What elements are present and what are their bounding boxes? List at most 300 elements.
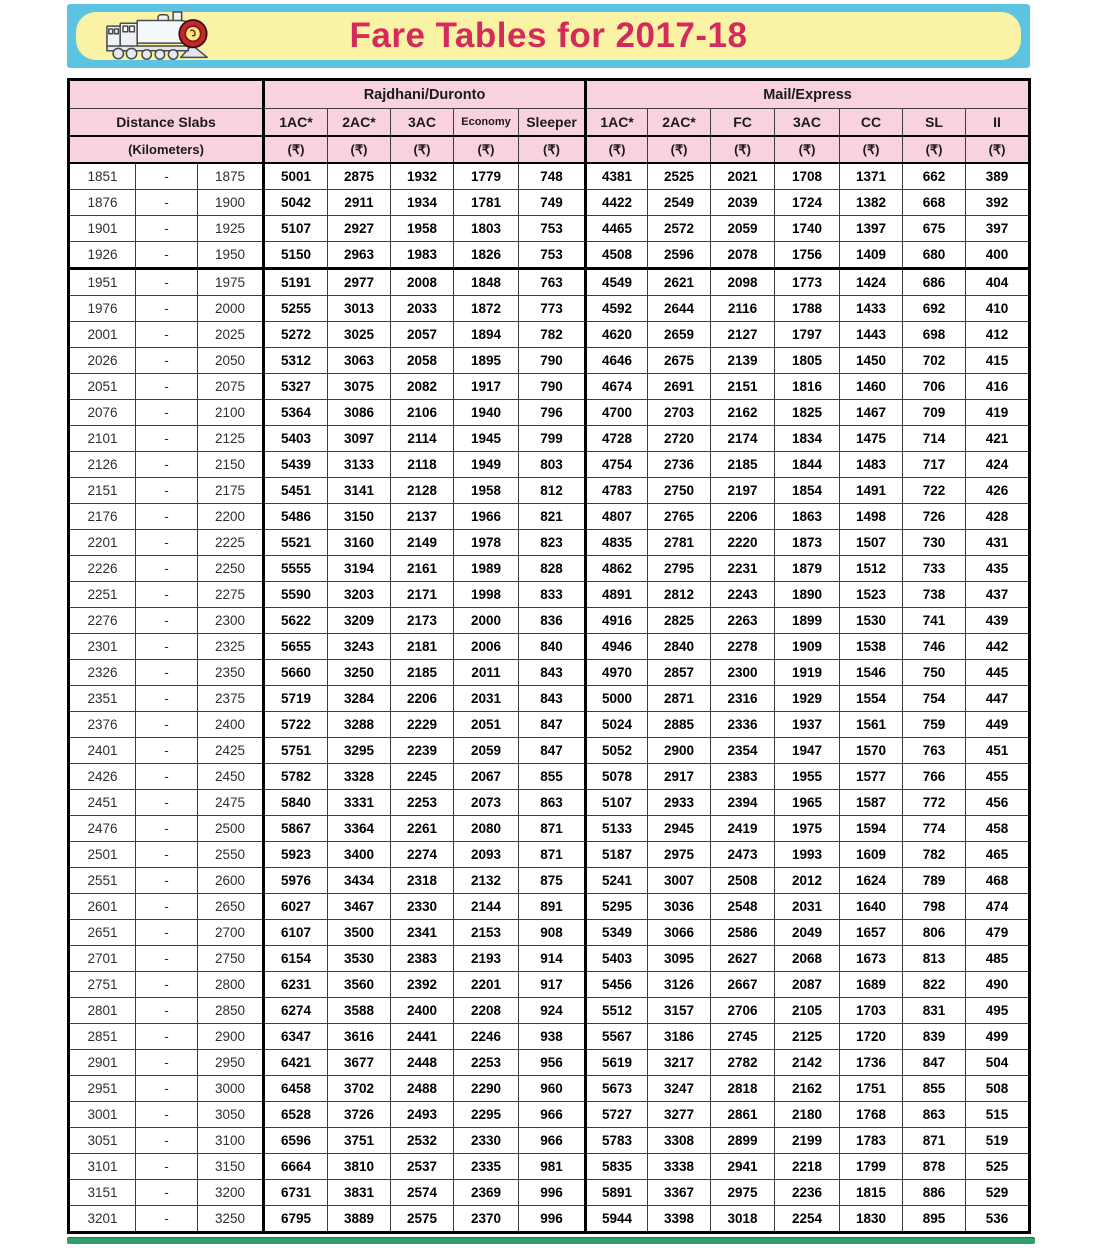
distance-from-cell: 2151 [69,478,136,504]
mail-fare-cell: 437 [966,582,1030,608]
mail-fare-cell: 1724 [775,190,840,216]
mail-fare-cell: 1424 [840,269,903,296]
mail-fare-cell: 5567 [586,1024,648,1050]
mail-fare-cell: 445 [966,660,1030,686]
mail-fare-cell: 2840 [648,634,711,660]
fare-table [67,78,1031,1234]
distance-to-cell: 2750 [198,946,264,972]
table-row [69,1128,1030,1154]
rajdhani-fare-cell: 6027 [264,894,328,920]
mail-fare-cell: 2900 [648,738,711,764]
mail-fare-cell: 831 [903,998,966,1024]
mail-fare-cell: 3018 [711,1206,775,1233]
mail-fare-cell: 1879 [775,556,840,582]
distance-to-cell: 2425 [198,738,264,764]
mail-fare-cell: 2231 [711,556,775,582]
mail-fare-cell: 1937 [775,712,840,738]
mail-fare-cell: 714 [903,426,966,452]
table-row [69,582,1030,608]
distance-from-cell: 3101 [69,1154,136,1180]
rajdhani-fare-cell: 5312 [264,348,328,374]
mail-fare-cell: 759 [903,712,966,738]
mail-fare-cell: 806 [903,920,966,946]
mail-fare-cell: 2174 [711,426,775,452]
rajdhani-fare-cell: 782 [519,322,586,348]
range-separator-cell: - [136,242,198,269]
rajdhani-fare-cell: 2239 [391,738,454,764]
mail-fare-cell: 1756 [775,242,840,269]
rajdhani-fare-cell: 891 [519,894,586,920]
range-separator-cell: - [136,400,198,426]
rajdhani-fare-cell: 3295 [328,738,391,764]
distance-to-cell: 2100 [198,400,264,426]
mail-fare-cell: 1498 [840,504,903,530]
distance-from-cell: 1976 [69,296,136,322]
mail-fare-cell: 717 [903,452,966,478]
mail-fare-cell: 2336 [711,712,775,738]
mail-fare-cell: 389 [966,163,1030,190]
banner-inner [76,12,1021,60]
mail-fare-cell: 435 [966,556,1030,582]
mail-fare-cell: 2899 [711,1128,775,1154]
rajdhani-fare-cell: 773 [519,296,586,322]
currency-header: (₹) [903,136,966,163]
mail-fare-cell: 3277 [648,1102,711,1128]
mail-fare-cell: 1587 [840,790,903,816]
mail-fare-cell: 4700 [586,400,648,426]
rajdhani-fare-cell: 749 [519,190,586,216]
rajdhani-fare-cell: 1945 [454,426,519,452]
distance-from-cell: 2476 [69,816,136,842]
mail-fare-cell: 2068 [775,946,840,972]
rajdhani-fare-cell: 2173 [391,608,454,634]
mail-fare-cell: 4508 [586,242,648,269]
mail-fare-cell: 1554 [840,686,903,712]
rajdhani-fare-cell: 855 [519,764,586,790]
rajdhani-fare-cell: 956 [519,1050,586,1076]
rajdhani-fare-cell: 2911 [328,190,391,216]
mail-fare-cell: 726 [903,504,966,530]
mail-fare-cell: 1815 [840,1180,903,1206]
rajdhani-fare-cell: 2106 [391,400,454,426]
mail-fare-cell: 2667 [711,972,775,998]
rajdhani-fare-cell: 6795 [264,1206,328,1233]
header-banner [67,4,1030,68]
rajdhani-fare-cell: 790 [519,348,586,374]
distance-from-cell: 3001 [69,1102,136,1128]
mail-fare-cell: 5349 [586,920,648,946]
mail-fare-cell: 1899 [775,608,840,634]
mail-fare-cell: 410 [966,296,1030,322]
rajdhani-fare-cell: 938 [519,1024,586,1050]
range-separator-cell: - [136,452,198,478]
rajdhani-fare-cell: 924 [519,998,586,1024]
rajdhani-fare-cell: 863 [519,790,586,816]
rajdhani-fare-cell: 981 [519,1154,586,1180]
mail-fare-cell: 4807 [586,504,648,530]
rajdhani-fare-cell: 3434 [328,868,391,894]
mail-fare-cell: 1561 [840,712,903,738]
mail-fare-cell: 4946 [586,634,648,660]
rajdhani-fare-cell: 5042 [264,190,328,216]
rajdhani-fare-cell: 5403 [264,426,328,452]
rajdhani-fare-cell: 996 [519,1206,586,1233]
mail-class-header: CC [840,109,903,137]
mail-fare-cell: 2917 [648,764,711,790]
rajdhani-fare-cell: 5107 [264,216,328,242]
mail-fare-cell: 886 [903,1180,966,1206]
range-separator-cell: - [136,530,198,556]
rajdhani-fare-cell: 2330 [391,894,454,920]
distance-to-cell: 2700 [198,920,264,946]
mail-fare-cell: 2185 [711,452,775,478]
table-row [69,242,1030,269]
rajdhani-fare-cell: 3810 [328,1154,391,1180]
distance-to-cell: 3000 [198,1076,264,1102]
rajdhani-fare-cell: 960 [519,1076,586,1102]
distance-from-cell: 2426 [69,764,136,790]
table-row [69,608,1030,634]
mail-fare-cell: 730 [903,530,966,556]
distance-from-cell: 1876 [69,190,136,216]
mail-fare-cell: 754 [903,686,966,712]
range-separator-cell: - [136,738,198,764]
mail-fare-cell: 2125 [775,1024,840,1050]
mail-fare-cell: 2098 [711,269,775,296]
table-row [69,1102,1030,1128]
bottom-divider [67,1237,1035,1244]
distance-to-cell: 1900 [198,190,264,216]
rajdhani-fare-cell: 5867 [264,816,328,842]
mail-fare-cell: 1624 [840,868,903,894]
mail-fare-cell: 1507 [840,530,903,556]
mail-fare-cell: 789 [903,868,966,894]
table-row [69,400,1030,426]
rajdhani-fare-cell: 3328 [328,764,391,790]
distance-from-cell: 3051 [69,1128,136,1154]
distance-to-cell: 3150 [198,1154,264,1180]
mail-fare-cell: 2278 [711,634,775,660]
rajdhani-fare-cell: 847 [519,712,586,738]
mail-fare-cell: 5241 [586,868,648,894]
mail-fare-cell: 2825 [648,608,711,634]
range-separator-cell: - [136,374,198,400]
mail-fare-cell: 5619 [586,1050,648,1076]
mail-class-header: 1AC* [586,109,648,137]
rajdhani-fare-cell: 1781 [454,190,519,216]
mail-fare-cell: 706 [903,374,966,400]
rajdhani-fare-cell: 2208 [454,998,519,1024]
mail-fare-cell: 1450 [840,348,903,374]
rajdhani-class-header: 1AC* [264,109,328,137]
mail-fare-cell: 2782 [711,1050,775,1076]
mail-fare-cell: 698 [903,322,966,348]
mail-fare-cell: 1929 [775,686,840,712]
rajdhani-fare-cell: 3209 [328,608,391,634]
range-separator-cell: - [136,348,198,374]
rajdhani-fare-cell: 2392 [391,972,454,998]
rajdhani-fare-cell: 2253 [454,1050,519,1076]
rajdhani-fare-cell: 1989 [454,556,519,582]
rajdhani-class-header: 3AC [391,109,454,137]
table-row [69,348,1030,374]
rajdhani-fare-cell: 2011 [454,660,519,686]
rajdhani-fare-cell: 3530 [328,946,391,972]
mail-fare-cell: 3247 [648,1076,711,1102]
mail-fare-cell: 1736 [840,1050,903,1076]
mail-fare-cell: 878 [903,1154,966,1180]
rajdhani-fare-cell: 6231 [264,972,328,998]
table-row [69,894,1030,920]
rajdhani-fare-cell: 2144 [454,894,519,920]
mail-fare-cell: 839 [903,1024,966,1050]
mail-fare-cell: 2419 [711,816,775,842]
mail-fare-cell: 2857 [648,660,711,686]
rajdhani-fare-cell: 812 [519,478,586,504]
rajdhani-fare-cell: 3075 [328,374,391,400]
distance-from-cell: 2551 [69,868,136,894]
distance-to-cell: 2325 [198,634,264,660]
mail-fare-cell: 2139 [711,348,775,374]
range-separator-cell: - [136,894,198,920]
mail-fare-cell: 416 [966,374,1030,400]
distance-from-cell: 2751 [69,972,136,998]
rajdhani-fare-cell: 2067 [454,764,519,790]
rajdhani-fare-cell: 2051 [454,712,519,738]
mail-fare-cell: 709 [903,400,966,426]
rajdhani-fare-cell: 1958 [454,478,519,504]
mail-fare-cell: 5783 [586,1128,648,1154]
mail-fare-cell: 3007 [648,868,711,894]
mail-fare-cell: 675 [903,216,966,242]
range-separator-cell: - [136,686,198,712]
rajdhani-fare-cell: 3467 [328,894,391,920]
mail-fare-cell: 1609 [840,842,903,868]
rajdhani-fare-cell: 5660 [264,660,328,686]
mail-fare-cell: 2142 [775,1050,840,1076]
mail-fare-cell: 5456 [586,972,648,998]
distance-from-cell: 1951 [69,269,136,296]
rajdhani-fare-cell: 5622 [264,608,328,634]
mail-fare-cell: 3338 [648,1154,711,1180]
mail-fare-cell: 2765 [648,504,711,530]
mail-fare-cell: 692 [903,296,966,322]
distance-to-cell: 2250 [198,556,264,582]
mail-fare-cell: 3217 [648,1050,711,1076]
table-row [69,660,1030,686]
rajdhani-fare-cell: 2330 [454,1128,519,1154]
rajdhani-class-header: Sleeper [519,109,586,137]
distance-from-cell: 2851 [69,1024,136,1050]
mail-fare-cell: 662 [903,163,966,190]
range-separator-cell: - [136,1050,198,1076]
rajdhani-fare-cell: 2253 [391,790,454,816]
mail-fare-cell: 2795 [648,556,711,582]
table-row [69,816,1030,842]
mail-fare-cell: 2644 [648,296,711,322]
mail-fare-cell: 702 [903,348,966,374]
rajdhani-fare-cell: 1894 [454,322,519,348]
rajdhani-fare-cell: 796 [519,400,586,426]
mail-fare-cell: 2549 [648,190,711,216]
distance-to-cell: 2050 [198,348,264,374]
rajdhani-fare-cell: 2058 [391,348,454,374]
rajdhani-fare-cell: 823 [519,530,586,556]
rajdhani-fare-cell: 3203 [328,582,391,608]
table-row [69,530,1030,556]
rajdhani-fare-cell: 2181 [391,634,454,660]
currency-header: (₹) [328,136,391,163]
rajdhani-fare-cell: 2073 [454,790,519,816]
mail-fare-cell: 2087 [775,972,840,998]
mail-fare-cell: 2736 [648,452,711,478]
mail-fare-cell: 397 [966,216,1030,242]
mail-fare-cell: 5187 [586,842,648,868]
rajdhani-fare-cell: 3160 [328,530,391,556]
mail-fare-cell: 1523 [840,582,903,608]
mail-fare-cell: 1570 [840,738,903,764]
distance-to-cell: 1950 [198,242,264,269]
rajdhani-fare-cell: 2059 [454,738,519,764]
distance-to-cell: 2375 [198,686,264,712]
rajdhani-fare-cell: 5191 [264,269,328,296]
table-row [69,426,1030,452]
rajdhani-fare-cell: 2290 [454,1076,519,1102]
currency-header: (₹) [966,136,1030,163]
mail-fare-cell: 428 [966,504,1030,530]
rajdhani-class-header: Economy [454,109,519,137]
mail-fare-cell: 4422 [586,190,648,216]
distance-to-cell: 2125 [198,426,264,452]
table-row [69,764,1030,790]
mail-fare-cell: 4549 [586,269,648,296]
rajdhani-fare-cell: 5976 [264,868,328,894]
range-separator-cell: - [136,190,198,216]
table-row [69,1206,1030,1233]
mail-fare-cell: 2941 [711,1154,775,1180]
distance-from-cell: 2701 [69,946,136,972]
rajdhani-fare-cell: 3400 [328,842,391,868]
distance-from-cell: 2001 [69,322,136,348]
rajdhani-fare-cell: 2201 [454,972,519,998]
range-separator-cell: - [136,1128,198,1154]
rajdhani-fare-cell: 2318 [391,868,454,894]
mail-fare-cell: 515 [966,1102,1030,1128]
mail-fare-cell: 1397 [840,216,903,242]
mail-fare-cell: 5052 [586,738,648,764]
distance-from-cell: 2401 [69,738,136,764]
rajdhani-fare-cell: 2532 [391,1128,454,1154]
rajdhani-fare-cell: 3194 [328,556,391,582]
mail-fare-cell: 2254 [775,1206,840,1233]
rajdhani-fare-cell: 2875 [328,163,391,190]
range-separator-cell: - [136,816,198,842]
mail-fare-cell: 2049 [775,920,840,946]
range-separator-cell: - [136,842,198,868]
mail-fare-cell: 1640 [840,894,903,920]
rajdhani-fare-cell: 2383 [391,946,454,972]
rajdhani-fare-cell: 821 [519,504,586,530]
mail-fare-cell: 4783 [586,478,648,504]
currency-header: (₹) [586,136,648,163]
distance-to-cell: 2500 [198,816,264,842]
distance-group-header-blank [69,80,264,109]
range-separator-cell: - [136,634,198,660]
distance-to-cell: 2300 [198,608,264,634]
mail-fare-cell: 2021 [711,163,775,190]
rajdhani-fare-cell: 1978 [454,530,519,556]
distance-to-cell: 1925 [198,216,264,242]
mail-fare-cell: 3398 [648,1206,711,1233]
mail-fare-cell: 474 [966,894,1030,920]
rajdhani-fare-cell: 763 [519,269,586,296]
rajdhani-fare-cell: 966 [519,1128,586,1154]
mail-fare-cell: 2945 [648,816,711,842]
rajdhani-fare-cell: 2341 [391,920,454,946]
mail-fare-cell: 5107 [586,790,648,816]
mail-fare-cell: 2750 [648,478,711,504]
rajdhani-fare-cell: 6154 [264,946,328,972]
mail-fare-cell: 772 [903,790,966,816]
rajdhani-fare-cell: 5439 [264,452,328,478]
table-row [69,478,1030,504]
mail-fare-cell: 2508 [711,868,775,894]
table-row [69,946,1030,972]
mail-fare-cell: 5133 [586,816,648,842]
mail-fare-cell: 5673 [586,1076,648,1102]
mail-fare-cell: 1467 [840,400,903,426]
rajdhani-fare-cell: 1949 [454,452,519,478]
mail-fare-cell: 508 [966,1076,1030,1102]
rajdhani-fare-cell: 6458 [264,1076,328,1102]
distance-to-cell: 2900 [198,1024,264,1050]
distance-from-cell: 2101 [69,426,136,452]
mail-fare-cell: 1433 [840,296,903,322]
distance-to-cell: 3200 [198,1180,264,1206]
mail-fare-cell: 798 [903,894,966,920]
mail-fare-cell: 468 [966,868,1030,894]
rajdhani-fare-cell: 2033 [391,296,454,322]
distance-from-cell: 2901 [69,1050,136,1076]
mail-fare-cell: 2236 [775,1180,840,1206]
rajdhani-fare-cell: 2370 [454,1206,519,1233]
distance-from-cell: 1851 [69,163,136,190]
rajdhani-fare-cell: 2006 [454,634,519,660]
rajdhani-fare-cell: 1932 [391,163,454,190]
fare-rows [69,163,1030,1233]
mail-fare-cell: 863 [903,1102,966,1128]
mail-fare-cell: 451 [966,738,1030,764]
distance-from-cell: 3201 [69,1206,136,1233]
range-separator-cell: - [136,478,198,504]
rajdhani-fare-cell: 2441 [391,1024,454,1050]
mail-fare-cell: 4862 [586,556,648,582]
rajdhani-fare-cell: 5327 [264,374,328,400]
mail-fare-cell: 1708 [775,163,840,190]
table-row [69,374,1030,400]
rajdhani-fare-cell: 1895 [454,348,519,374]
mail-fare-cell: 455 [966,764,1030,790]
rajdhani-fare-cell: 3150 [328,504,391,530]
table-row [69,738,1030,764]
currency-header: (₹) [391,136,454,163]
mail-fare-cell: 1538 [840,634,903,660]
mail-fare-cell: 525 [966,1154,1030,1180]
range-separator-cell: - [136,660,198,686]
rajdhani-fare-cell: 2574 [391,1180,454,1206]
mail-fare-cell: 404 [966,269,1030,296]
mail-fare-cell: 3036 [648,894,711,920]
